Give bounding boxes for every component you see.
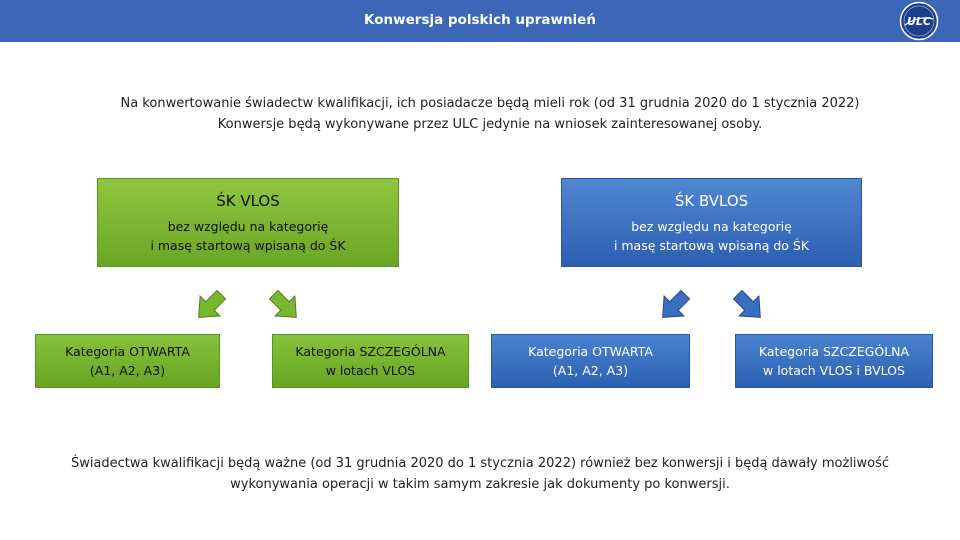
vlos-open-category-box [35,334,220,388]
arrow-down-icon [190,286,230,326]
vlos-open-line-2: (A1, A2, A3) [89,363,166,378]
footer-line-1: Świadectwa kwalifikacji będą ważne (od 31 grudnia 2020 do 1 stycznia 2022) również bez konwersji i będą dawały możliwość [70,456,890,471]
vlos-specific-line-2: w lotach VLOS [325,363,416,378]
footer-line-2: wykonywania operacji w takim samym zakresie jak dokumenty po konwersji. [230,477,730,492]
page-title: Konwersja polskich uprawnień [364,12,596,28]
vlos-sub-line-2: i masę startową wpisaną do ŚK [150,238,346,253]
bvlos-title: ŚK BVLOS [674,192,749,210]
vlos-certificate-box [97,178,399,267]
bvlos-open-line-2: (A1, A2, A3) [552,363,629,378]
vlos-subtitle [98,217,398,255]
arrow-down-icon [265,286,305,326]
bvlos-specific-category-box [735,334,933,388]
bvlos-certificate-box [561,178,862,267]
footer-text [0,453,960,495]
vlos-specific-line-1: Kategoria SZCZEGÓLNA [295,344,446,359]
arrow-down-icon [654,286,694,326]
bvlos-open-category-box [491,334,690,388]
bvlos-sub-line-2: i masę startową wpisaną do ŚK [613,238,810,253]
bvlos-specific-line-1: Kategoria SZCZEGÓLNA [758,344,910,359]
intro-line-2: Konwersje będą wykonywane przez ULC jedynie na wniosek zainteresowanej osoby. [217,117,763,132]
vlos-title: ŚK VLOS [216,192,280,210]
logo-text: ULC [906,15,932,28]
vlos-sub-line-1: bez względu na kategorię [167,219,329,234]
intro-line-1: Na konwertowanie świadectw kwalifikacji, ich posiadacze będą mieli rok (od 31 grudnia 2020 do 1 stycznia 2022) [120,96,860,111]
vlos-specific-category-box [272,334,469,388]
vlos-open-line-1: Kategoria OTWARTA [65,344,190,359]
arrow-down-icon [729,286,769,326]
bvlos-specific-line-2: w lotach VLOS i BVLOS [763,363,905,378]
intro-text [60,93,920,135]
header-bar [0,0,960,42]
bvlos-open-line-1: Kategoria OTWARTA [528,344,653,359]
bvlos-sub-line-1: bez względu na kategorię [631,219,792,234]
ulc-logo [899,1,939,41]
bvlos-subtitle [562,217,861,255]
